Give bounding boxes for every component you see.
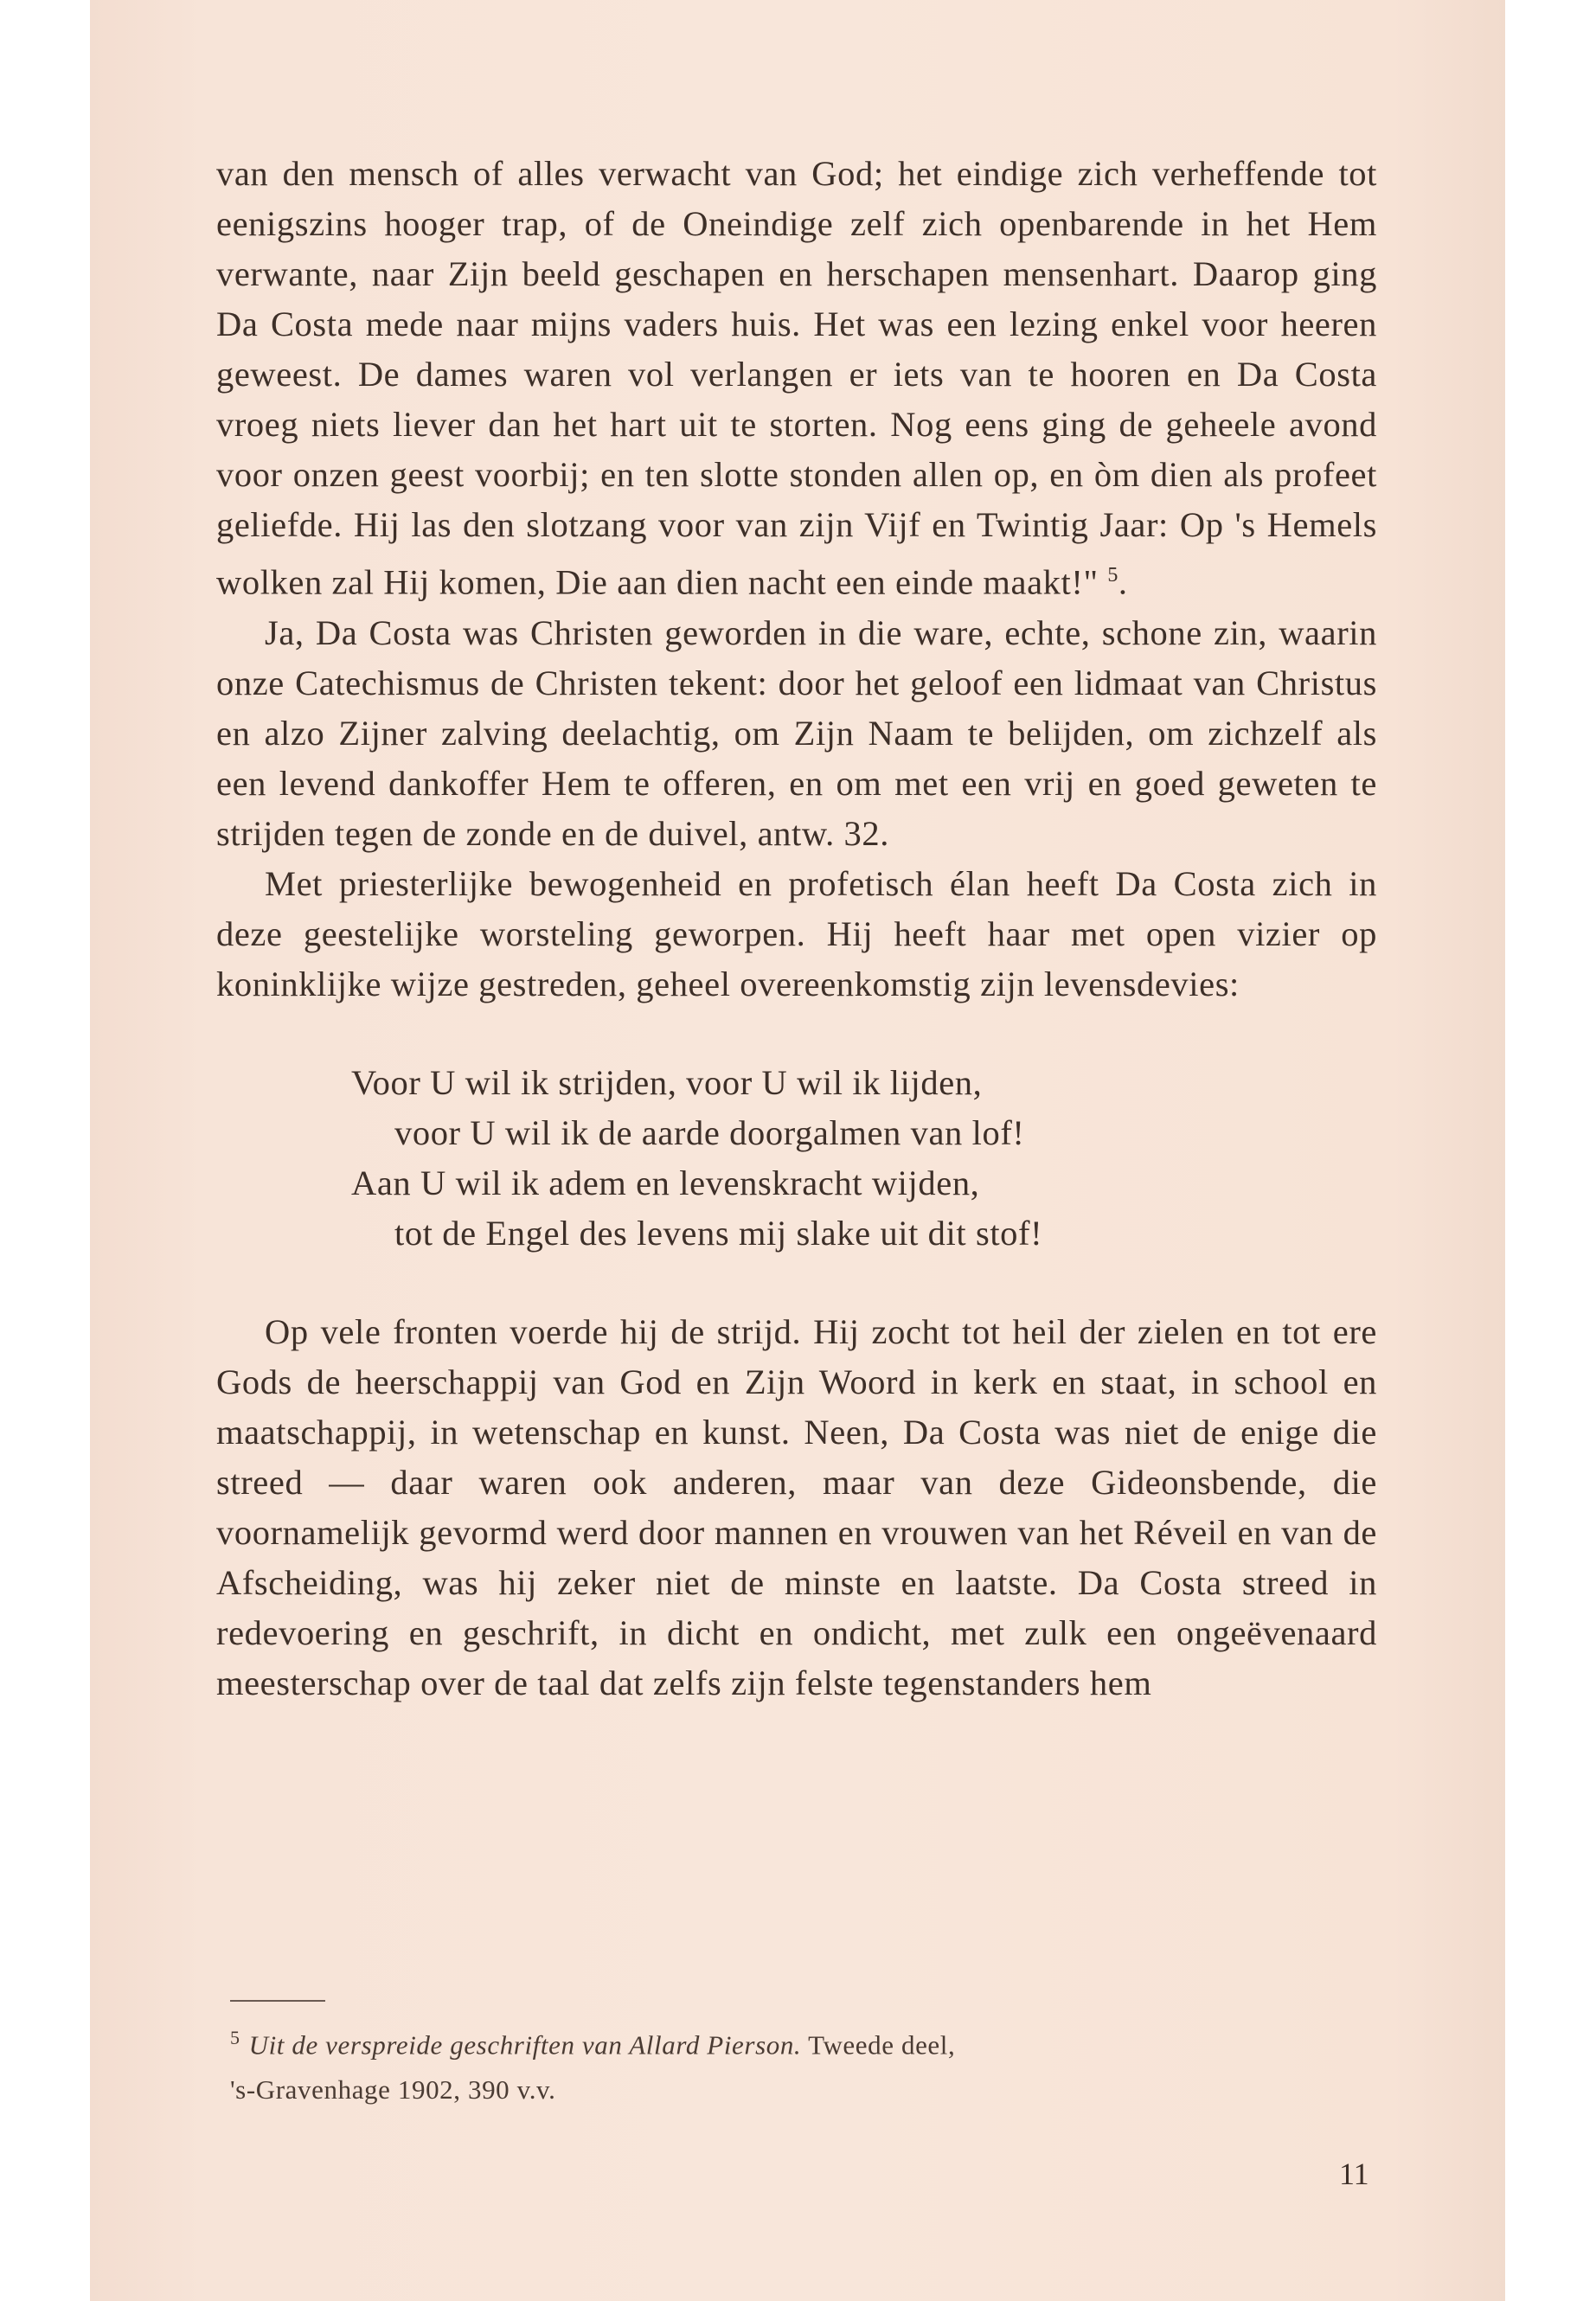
page-number: 11 [1339,2157,1369,2191]
poem-line-3: Aan U wil ik adem en levenskracht wijden, [351,1163,980,1202]
paragraph-3: Met priesterlijke bewogenheid en profetisch élan heeft Da Costa zich in deze geestelijke worsteling geworpen. Hij heeft haar met open vizier op koninklijke wijze gestreden, geheel overeenkomstig zijn levensdevies: [216,863,1377,1003]
footnote-reference: 5 [1107,564,1118,586]
paragraph-1: van den mensch of alles verwacht van God; het eindige zich verheffende tot eenigszins hooger trap, of de Oneindige zelf zich openbarende in het Hem verwante, naar Zijn beeld geschapen en herschapen mensenhart. Daarop ging Da Costa mede naar mijns vaders huis. Het was een lezing enkel voor heeren geweest. De dames waren vol verlangen er iets van te hooren en Da Costa vroeg niets liever dan het hart uit te storten. Nog eens ging de geheele avond voor onzen geest voorbij; en ten slotte stonden allen op, en òm dien als profeet geliefde. Hij las den slotzang voor van zijn Vijf en Twintig Jaar: Op 's Hemels wolken zal Hij komen, Die aan dien nacht een einde maakt!" $^5$. [216,154,1377,602]
footnote-mark: 5 [230,2027,240,2048]
footnote-divider [230,2000,325,2002]
book-page [90,0,1505,2301]
paragraph-1-text: van den mensch of alles verwacht van God; het eindige zich verheffende tot eenigszins hooger trap, of de Oneindige zelf zich openbarende in het Hem verwante, naar Zijn beeld geschapen en herschapen mensenhart. Daarop ging Da Costa mede naar mijns vaders huis. Het was een lezing enkel voor heeren geweest. De dames waren vol verlangen er iets van te hooren en Da Costa vroeg niets liever dan het hart uit te storten. Nog eens ging de geheele avond voor onzen geest voorbij; en ten slotte stonden allen op, en òm dien als profeet geliefde. Hij las den slotzang voor van zijn Vijf en Twintig Jaar: Op 's Hemels wolken zal Hij komen, Die aan dien nacht een einde maakt!" [216,154,1377,602]
main-text [216,149,1377,1708]
poem-line-1: Voor U wil ik strijden, voor U wil ik lijden, [351,1062,983,1102]
footnote-volume: Tweede deel, [808,2029,956,2061]
paragraph-2: Ja, Da Costa was Christen geworden in die ware, echte, schone zin, waarin onze Catechismus de Christen tekent: door het geloof een lidmaat van Christus en alzo Zijner zalving deelachtig, om Zijn Naam te belijden, om zichzelf als een levend dankoffer Hem te offeren, en om met een vrij en goed geweten te strijden tegen de zonde en de duivel, antw. 32. [216,612,1377,853]
poem-line-2: voor U wil ik de aarde doorgalmen van lof! [394,1112,1025,1152]
footnote-publication: 's-Gravenhage 1902, 390 v.v. [230,2074,556,2106]
poem-stanza [216,1058,1377,1259]
footnote-source-title: Uit de verspreide geschriften van Allard Pierson. [248,2029,802,2061]
footnote [230,2016,1372,2112]
poem-line-4: tot de Engel des levens mij slake uit dit stof! [394,1213,1043,1253]
paragraph-4: Op vele fronten voerde hij de strijd. Hij zocht tot heil der zielen en tot ere Gods de heerschappij van God en Zijn Woord in kerk en staat, in school en maatschappij, in wetenschap en kunst. Neen, Da Costa was niet de enige die streed — daar waren ook anderen, maar van deze Gideonsbende, die voornamelijk gevormd werd door mannen en vrouwen van het Réveil en van de Afscheiding, was hij zeker niet de minste en laatste. Da Costa streed in redevoering en geschrift, in dicht en ondicht, met zulk een ongeëvenaard meesterschap over de taal dat zelfs zijn felste tegenstanders hem [216,1311,1377,1702]
